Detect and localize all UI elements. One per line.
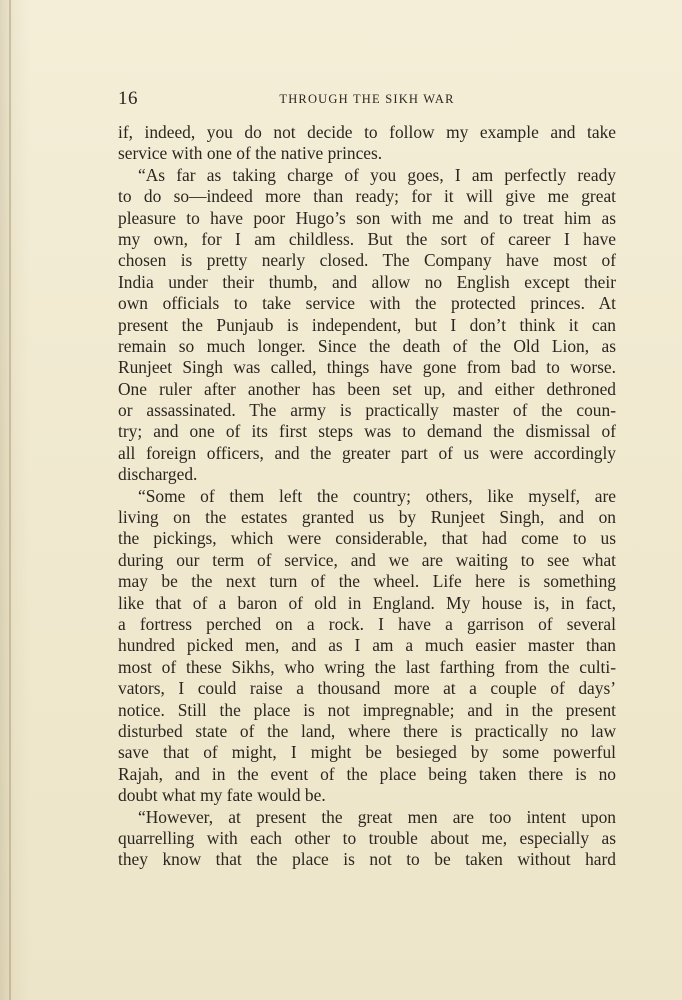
text-line: the pickings, which were considerable, that had come to us xyxy=(118,528,616,549)
text-line: own officials to take service with the protected princes. At xyxy=(118,293,616,314)
text-line: Runjeet Singh was called, things have gone from bad to worse. xyxy=(118,357,616,378)
text-line: if, indeed, you do not decide to follow my example and take xyxy=(118,122,616,142)
text-line: pleasure to have poor Hugo’s son with me and to treat him as xyxy=(118,207,616,228)
page-number: 16 xyxy=(118,88,138,109)
text-line: “However, at present the great men are too intent upon xyxy=(138,806,616,827)
text-line: “As far as taking charge of you goes, I am perfectly ready xyxy=(138,164,616,185)
text-line: “Some of them left the country; others, like myself, are xyxy=(138,485,616,506)
body-text xyxy=(118,122,616,871)
text-line: quarrelling with each other to trouble about me, especially as xyxy=(118,827,616,848)
text-line: vators, I could raise a thousand more at a couple of days’ xyxy=(118,678,616,699)
text-line: they know that the place is not to be taken without hard xyxy=(118,849,616,870)
text-line: living on the estates granted us by Runjeet Singh, and on xyxy=(118,507,616,528)
text-line: or assassinated. The army is practically master of the coun- xyxy=(118,400,616,421)
text-line: notice. Still the place is not impregnable; and in the present xyxy=(118,699,616,720)
text-line: remain so much longer. Since the death of the Old Lion, as xyxy=(118,335,616,356)
text-line: all foreign officers, and the greater part of us were accordingly xyxy=(118,442,616,463)
text-line: save that of might, I might be besieged by some powerful xyxy=(118,742,616,763)
text-line: discharged. xyxy=(118,464,198,485)
text-line: hundred picked men, and as I am a much easier master than xyxy=(118,635,616,656)
text-line: Rajah, and in the event of the place being taken there is no xyxy=(118,763,616,784)
text-line: during our term of service, and we are waiting to see what xyxy=(118,549,616,570)
page-header xyxy=(118,88,616,112)
text-line: present the Punjaub is independent, but I don’t think it can xyxy=(118,314,616,335)
text-line: chosen is pretty nearly closed. The Company have most of xyxy=(118,250,616,271)
text-line: a fortress perched on a rock. I have a garrison of several xyxy=(118,613,616,634)
text-line: doubt what my fate would be. xyxy=(118,785,326,806)
text-line: to do so—indeed more than ready; for it will give me great xyxy=(118,186,616,207)
page-gutter xyxy=(9,0,11,1000)
text-line: most of these Sikhs, who wring the last farthing from the culti- xyxy=(118,656,616,677)
text-line: One ruler after another has been set up, and either dethroned xyxy=(118,378,616,399)
text-line: like that of a baron of old in England. My house is, in fact, xyxy=(118,592,616,613)
text-line: India under their thumb, and allow no English except their xyxy=(118,271,616,292)
text-line: disturbed state of the land, where there is practically no law xyxy=(118,720,616,741)
text-line: try; and one of its first steps was to demand the dismissal of xyxy=(118,421,616,442)
text-line: service with one of the native princes. xyxy=(118,143,383,164)
running-title: THROUGH THE SIKH WAR xyxy=(279,92,455,106)
text-line: may be the next turn of the wheel. Life here is something xyxy=(118,571,616,592)
text-line: my own, for I am childless. But the sort of career I have xyxy=(118,228,616,249)
